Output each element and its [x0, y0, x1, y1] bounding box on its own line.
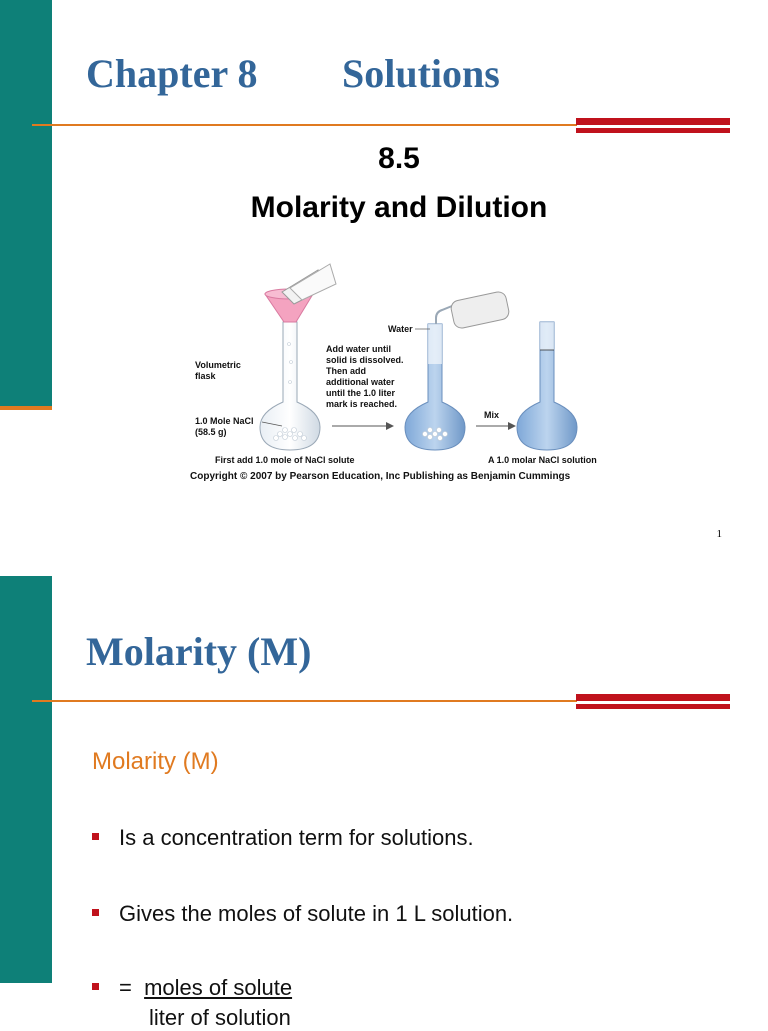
- bullet-icon: [92, 983, 99, 990]
- caption-right: A 1.0 molar NaCl solution: [488, 455, 597, 465]
- molarity-figure: [190, 262, 610, 484]
- section-title: Molarity and Dilution: [250, 191, 548, 224]
- side-accent-bar: [0, 576, 52, 983]
- side-accent-tick: [0, 406, 52, 410]
- flask-solution-icon: [517, 322, 577, 450]
- caption-left: First add 1.0 mole of NaCl solute: [215, 455, 355, 465]
- bullet-item: Is a concentration term for solutions.: [92, 825, 474, 851]
- page-number: 1: [716, 528, 722, 540]
- slide-title: Molarity (M): [86, 629, 312, 674]
- label-mix: Mix: [484, 410, 500, 420]
- label-flask: Volumetric flask: [195, 360, 241, 381]
- title-rule: [32, 124, 577, 126]
- bullet-icon: [92, 909, 99, 916]
- label-instructions: Add water until solid is dissolved. Then add additional water until the 1.0 liter mark is reached.: [326, 344, 404, 409]
- slide-2: [0, 576, 768, 1024]
- bullet-item: Gives the moles of solute in 1 L solution.: [92, 901, 513, 927]
- bullet-formula: [92, 975, 292, 1001]
- label-nacl: 1.0 Mole NaCl (58.5 g): [195, 416, 254, 437]
- slide-title-topic: Solutions: [342, 51, 500, 96]
- slide-gap: [0, 560, 768, 576]
- label-water: Water: [388, 324, 413, 334]
- formula-numerator: moles of solute: [144, 975, 293, 1000]
- body-heading: Molarity (M): [92, 748, 219, 775]
- bullet-icon: [92, 833, 99, 840]
- title-rule: [32, 700, 577, 702]
- copyright-text: Copyright © 2007 by Pearson Education, Inc Publishing as Benjamin Cummings: [190, 471, 571, 482]
- flask-with-funnel-icon: [260, 264, 336, 450]
- title-rule-accent: [576, 118, 730, 133]
- section-number: 8.5: [378, 142, 420, 175]
- slide-title-chapter: Chapter 8: [86, 51, 258, 96]
- formula-denominator: liter of solution: [149, 1005, 291, 1030]
- formula-prefix: =: [119, 975, 132, 1000]
- title-rule-accent: [576, 694, 730, 709]
